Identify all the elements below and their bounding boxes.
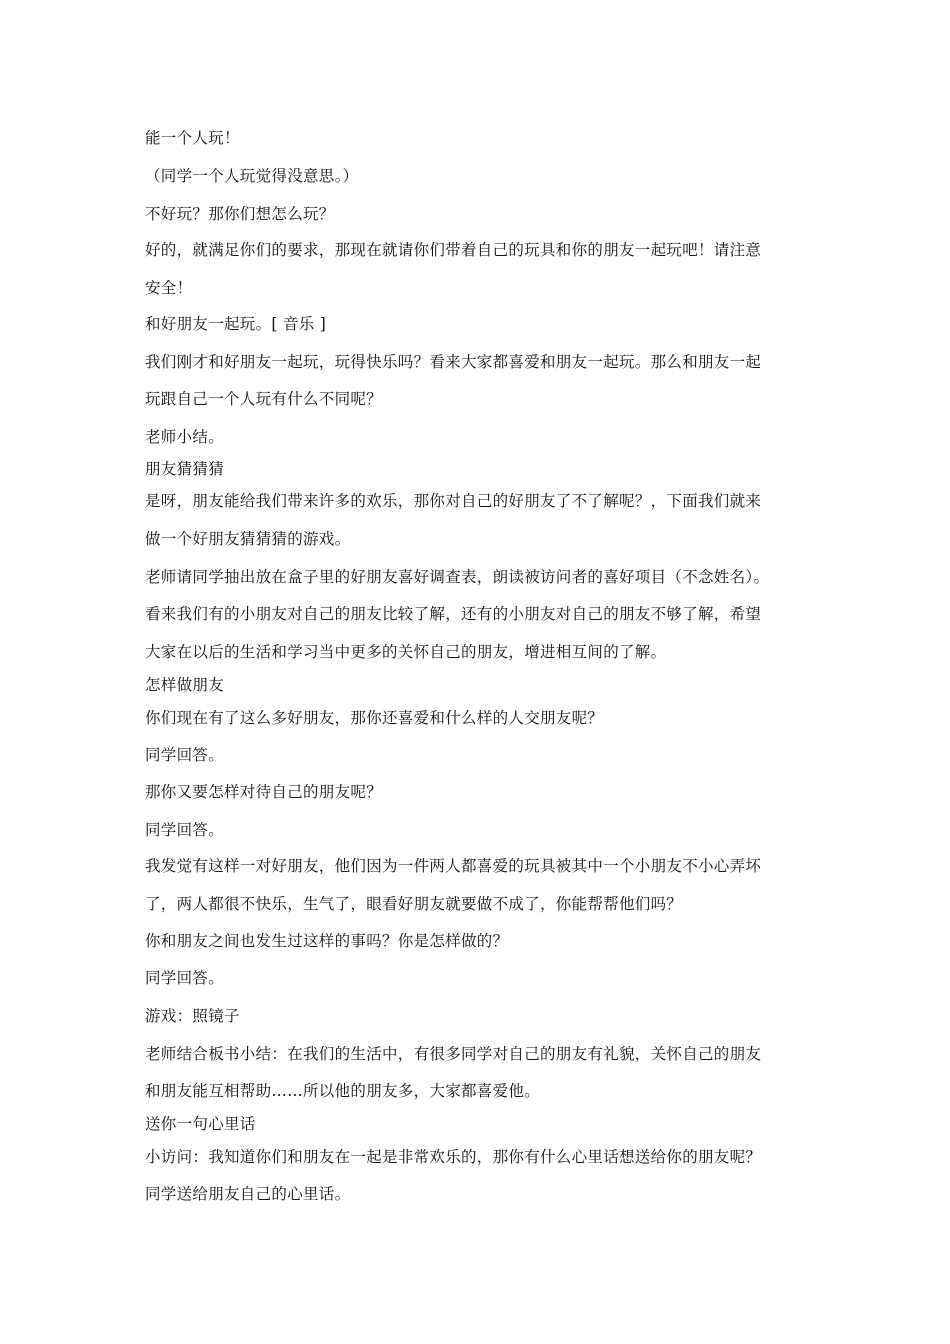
text-line: 安全！ xyxy=(145,279,193,297)
text-line: 同学回答。 xyxy=(145,746,225,764)
text-line: 好的，就满足你们的要求，那现在就请你们带着自己的玩具和你的朋友一起玩吧！请注意 xyxy=(145,241,762,259)
text-line: 我们刚才和好朋友一起玩，玩得快乐吗？看来大家都喜爱和朋友一起玩。那么和朋友一起 xyxy=(145,353,762,371)
text-line: 看来我们有的小朋友对自己的朋友比较了解，还有的小朋友对自己的朋友不够了解，希望 xyxy=(145,605,762,623)
text-line: 玩跟自己一个人玩有什么不同呢？ xyxy=(145,390,383,408)
text-line: 你们现在有了这么多好朋友，那你还喜爱和什么样的人交朋友呢？ xyxy=(145,709,604,727)
text-line: 和朋友能互相帮助……所以他的朋友多，大家都喜爱他。 xyxy=(145,1082,541,1100)
text-line: 同学回答。 xyxy=(145,821,225,839)
text-line: 老师请同学抽出放在盒子里的好朋友喜好调查表，朗读被访问者的喜好项目（不念姓名）。 xyxy=(145,568,770,586)
section-heading: 朋友猜猜猜 xyxy=(145,460,225,478)
text-line: 同学送给朋友自己的心里话。 xyxy=(145,1185,351,1203)
text-line: 同学回答。 xyxy=(145,969,225,987)
section-heading: 送你一句心里话 xyxy=(145,1115,256,1133)
text-line: 游戏：照镜子 xyxy=(145,1007,240,1025)
text-line: 老师结合板书小结：在我们的生活中，有很多同学对自己的朋友有礼貌，关怀自己的朋友 xyxy=(145,1045,762,1063)
text-line: 和好朋友一起玩。[ 音乐 ] xyxy=(145,315,327,333)
text-line: 大家在以后的生活和学习当中更多的关怀自己的朋友，增进相互间的了解。 xyxy=(145,643,667,661)
text-line: 我发觉有这样一对好朋友，他们因为一件两人都喜爱的玩具被其中一个小朋友不小心弄坏 xyxy=(145,857,762,875)
text-line: 了，两人都很不快乐，生气了，眼看好朋友就要做不成了，你能帮帮他们吗？ xyxy=(145,895,683,913)
text-line: 老师小结。 xyxy=(145,428,225,446)
text-line: 小访问：我知道你们和朋友在一起是非常欢乐的，那你有什么心里话想送给你的朋友呢？ xyxy=(145,1148,762,1166)
text-line: 是呀，朋友能给我们带来许多的欢乐，那你对自己的好朋友了不了解呢？，下面我们就来 xyxy=(145,492,762,510)
text-line: 做一个好朋友猜猜猜的游戏。 xyxy=(145,530,351,548)
section-heading: 怎样做朋友 xyxy=(145,676,225,694)
text-line: 你和朋友之间也发生过这样的事吗？你是怎样做的？ xyxy=(145,932,509,950)
text-line: 那你又要怎样对待自己的朋友呢？ xyxy=(145,783,383,801)
text-line: 不好玩？那你们想怎么玩？ xyxy=(145,205,335,223)
text-line: 能一个人玩！ xyxy=(145,129,240,147)
text-line: （同学一个人玩觉得没意思。） xyxy=(145,167,359,185)
